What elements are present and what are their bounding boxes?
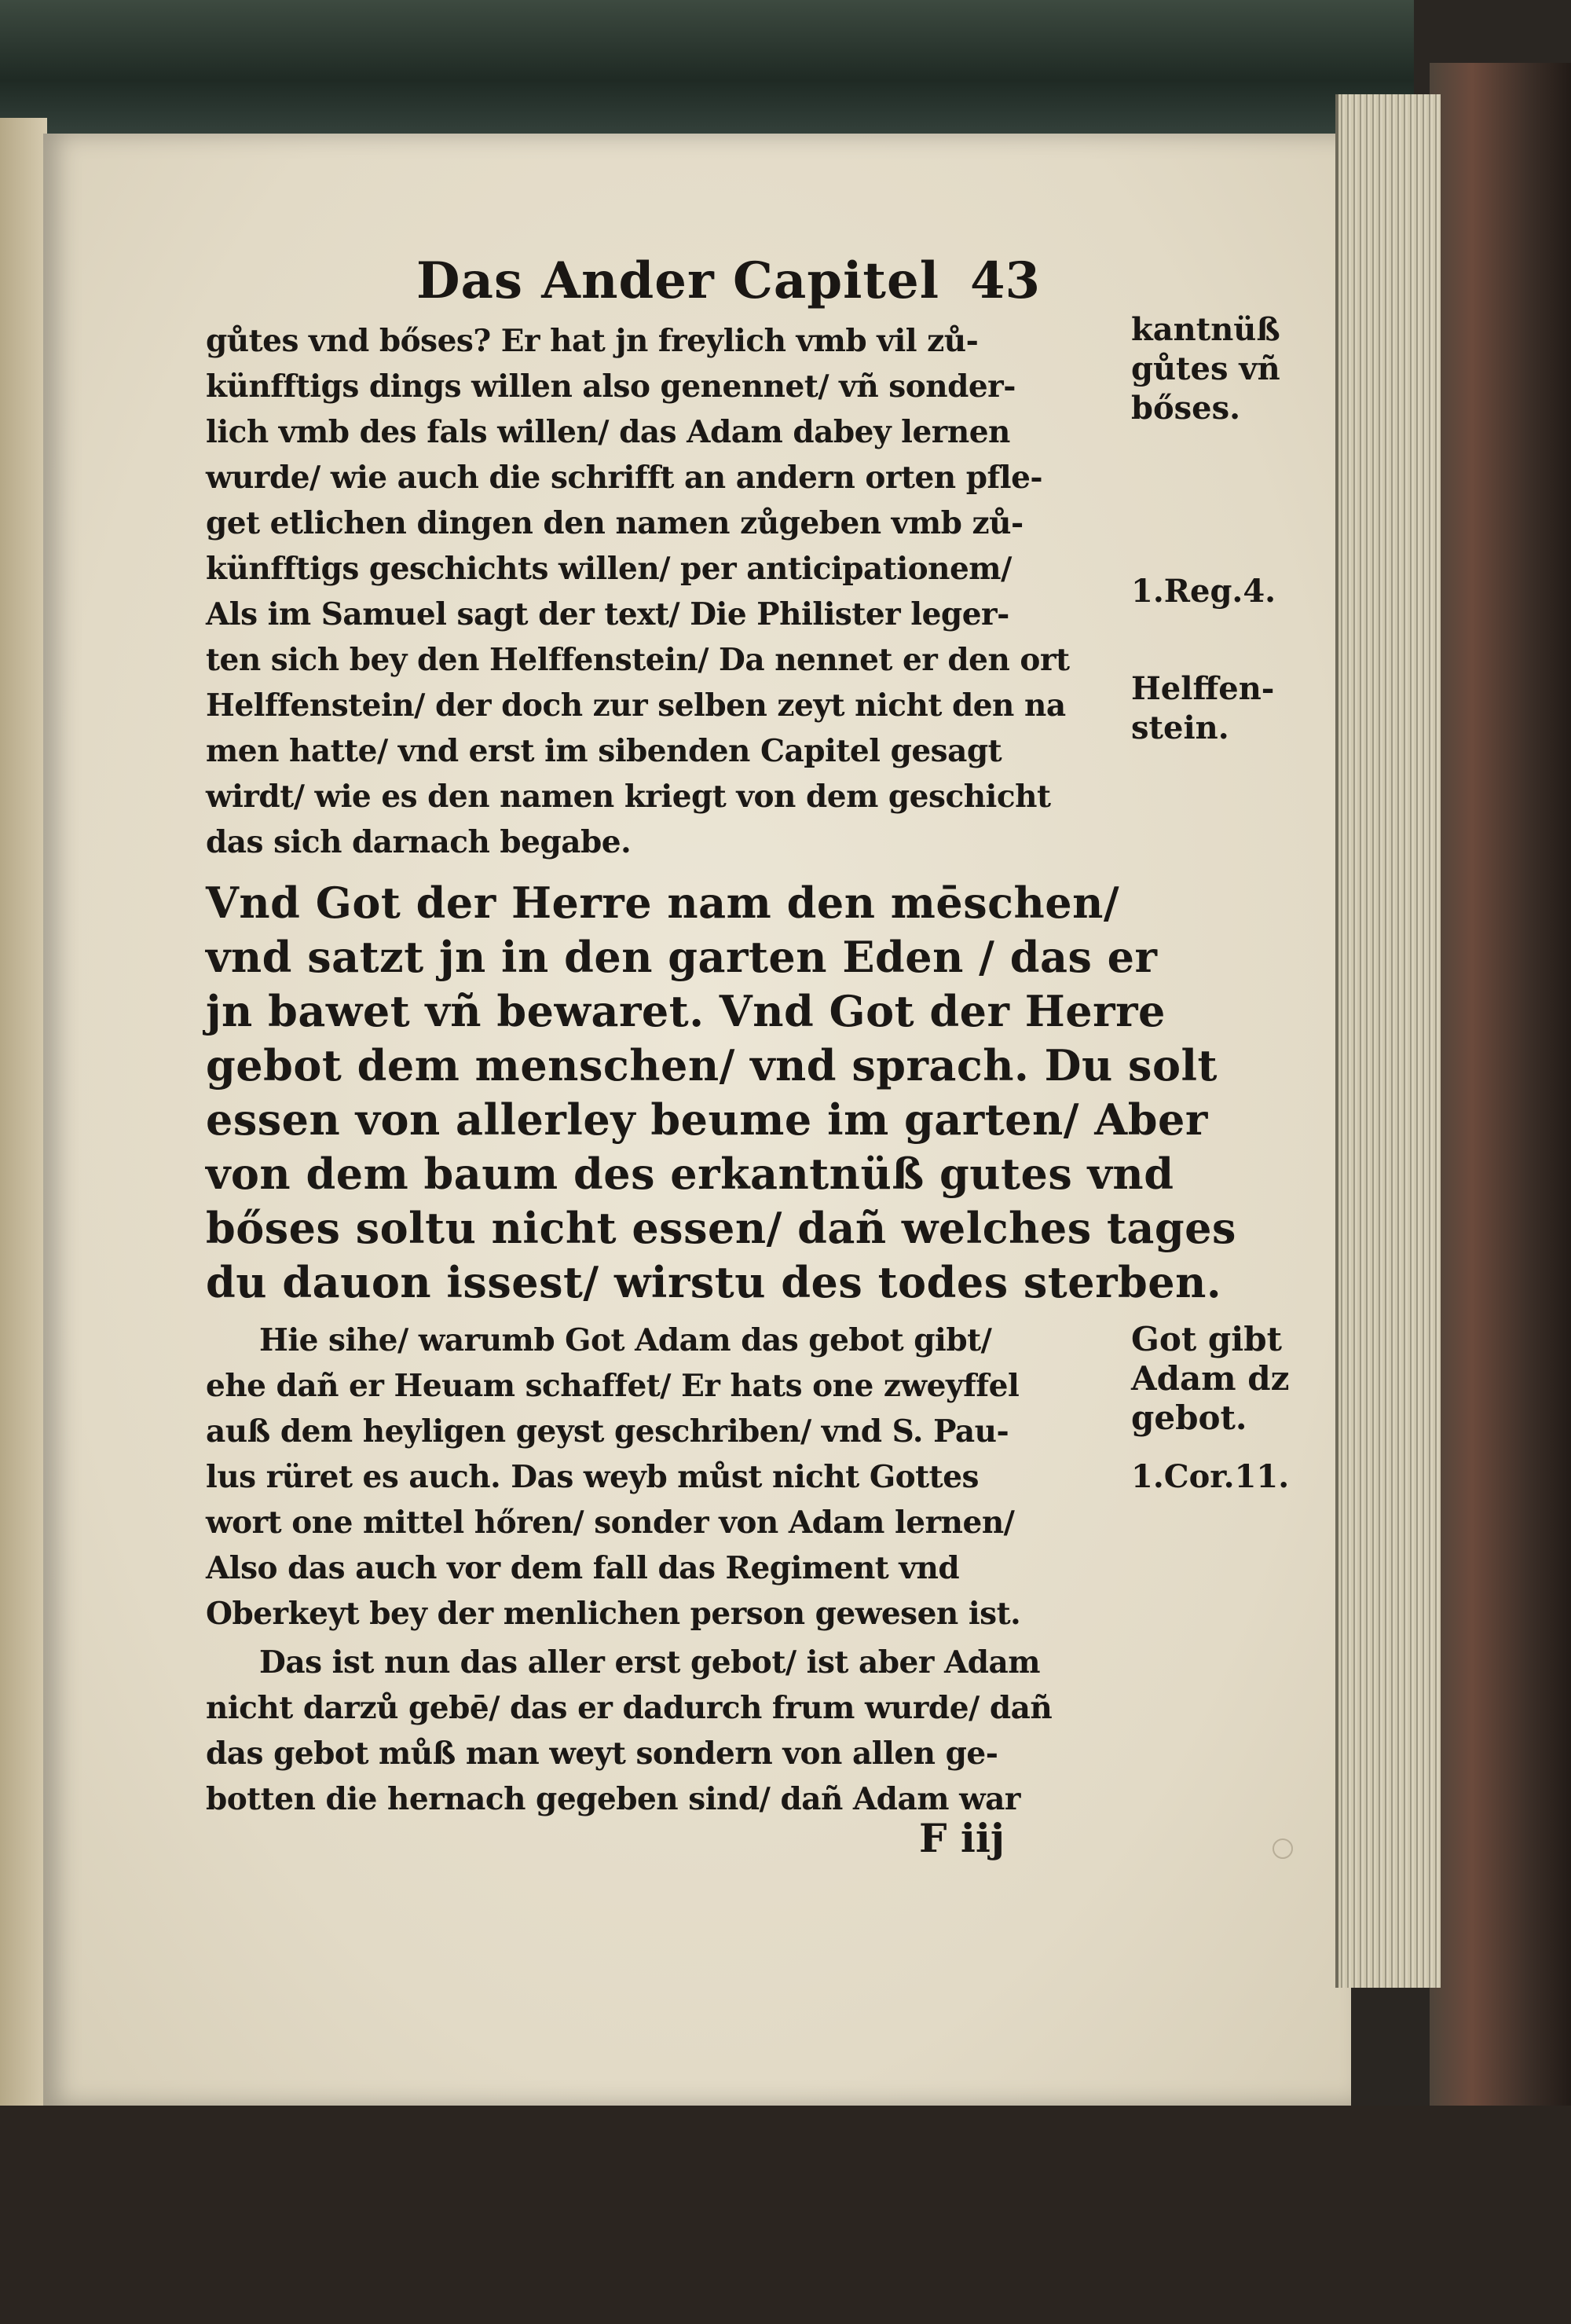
gloss-paragraph-3: [206, 1640, 1125, 1822]
text-line: ehe dañ er Heuam schaffet/ Er hats one zweyffel: [206, 1368, 1020, 1404]
margin-note-line: kantnüß: [1131, 311, 1280, 348]
book-top-edge: [0, 0, 1414, 134]
text-line: Also das auch vor dem fall das Regiment vnd: [206, 1550, 960, 1586]
text-line: botten die hernach gegeben sind/ dañ Adam war: [206, 1781, 1020, 1817]
page-stack-edges: [1335, 94, 1441, 1988]
margin-note-cor: [1131, 1457, 1289, 1497]
text-line: bőses soltu nicht essen/ dañ welches tages: [206, 1203, 1236, 1253]
text-line: künfftigs geschichts willen/ per anticipationem/: [206, 551, 1012, 587]
text-line: Oberkeyt bey der menlichen person gewesen ist.: [206, 1596, 1021, 1632]
margin-note-line: gůtes vñ: [1131, 350, 1280, 387]
text-line: wort one mittel hőren/ sonder von Adam lernen/: [206, 1505, 1015, 1541]
signature-mark: F iij: [919, 1815, 1005, 1861]
margin-note-reg: [1131, 572, 1276, 611]
text-line: Das ist nun das aller erst gebot/ ist aber Adam: [259, 1644, 1041, 1681]
text-line: vnd satzt jn in den garten Eden / das er: [206, 932, 1158, 982]
text-line: Vnd Got der Herre nam den mēschen/: [206, 878, 1120, 928]
text-line: wirdt/ wie es den namen kriegt von dem geschicht: [206, 779, 1051, 815]
text-line: jn bawet vñ bewaret. Vnd Got der Herre: [206, 986, 1166, 1036]
margin-note-got-gibt: [1131, 1320, 1289, 1438]
scripture-passage: [206, 876, 1236, 1310]
text-line: gebot dem menschen/ vnd sprach. Du solt: [206, 1040, 1218, 1091]
margin-note-line: Got gibt: [1131, 1320, 1282, 1358]
margin-note-line: Adam dz: [1131, 1359, 1290, 1398]
text-line: Hie sihe/ warumb Got Adam das gebot gibt/: [259, 1322, 992, 1358]
gloss-paragraph-2: [206, 1318, 1125, 1637]
paper-stain: [1273, 1838, 1293, 1859]
text-line: men hatte/ vnd erst im sibenden Capitel gesagt: [206, 733, 1002, 769]
text-line: das sich darnach begabe.: [206, 824, 632, 860]
text-line: auß dem heyligen geyst geschriben/ vnd S. Pau-: [206, 1413, 1009, 1450]
text-line: lus rüret es auch. Das weyb můst nicht Gottes: [206, 1459, 979, 1495]
text-line: das gebot můß man weyt sondern von allen ge-: [206, 1736, 998, 1772]
margin-note-line: gebot.: [1131, 1398, 1247, 1437]
margin-note-helffenstein: [1131, 669, 1274, 748]
text-line: du dauon issest/ wirstu des todes sterben.: [206, 1257, 1222, 1307]
margin-note-kantnuss: [1131, 310, 1280, 428]
text-line: essen von allerley beume im garten/ Aber: [206, 1094, 1208, 1145]
text-line: Als im Samuel sagt der text/ Die Philister leger-: [206, 596, 1009, 632]
text-line: lich vmb des fals willen/ das Adam dabey lernen: [206, 414, 1010, 450]
text-line: nicht darzů gebē/ das er dadurch frum wurde/ dañ: [206, 1690, 1053, 1726]
gloss-paragraph-1: [206, 318, 1125, 865]
background-bottom: [0, 2106, 1571, 2324]
running-title: Das Ander Capitel: [416, 251, 939, 310]
text-line: gůtes vnd bőses? Er hat jn freylich vmb vil zů-: [206, 323, 979, 359]
text-line: ten sich bey den Helffenstein/ Da nennet er den ort: [206, 642, 1070, 678]
page-header: [416, 251, 1045, 314]
margin-note-line: stein.: [1131, 709, 1229, 746]
margin-note-line: Helffen-: [1131, 670, 1275, 707]
margin-note-line: bőses.: [1131, 390, 1241, 427]
text-line: get etlichen dingen den namen zůgeben vmb zů-: [206, 505, 1024, 541]
text-line: von dem baum des erkantnüß gutes vnd: [206, 1149, 1174, 1199]
background-right: [1430, 63, 1571, 2324]
text-line: Helffenstein/ der doch zur selben zeyt nicht den na: [206, 687, 1066, 724]
margin-note-line: 1.Cor.11.: [1131, 1458, 1290, 1495]
text-line: wurde/ wie auch die schrifft an andern orten pfle-: [206, 460, 1043, 496]
facing-page-edge: [0, 118, 47, 2324]
margin-note-line: 1.Reg.4.: [1131, 573, 1276, 610]
text-line: künfftigs dings willen also genennet/ vñ sonder-: [206, 368, 1016, 405]
page-number: 43: [970, 251, 1041, 310]
